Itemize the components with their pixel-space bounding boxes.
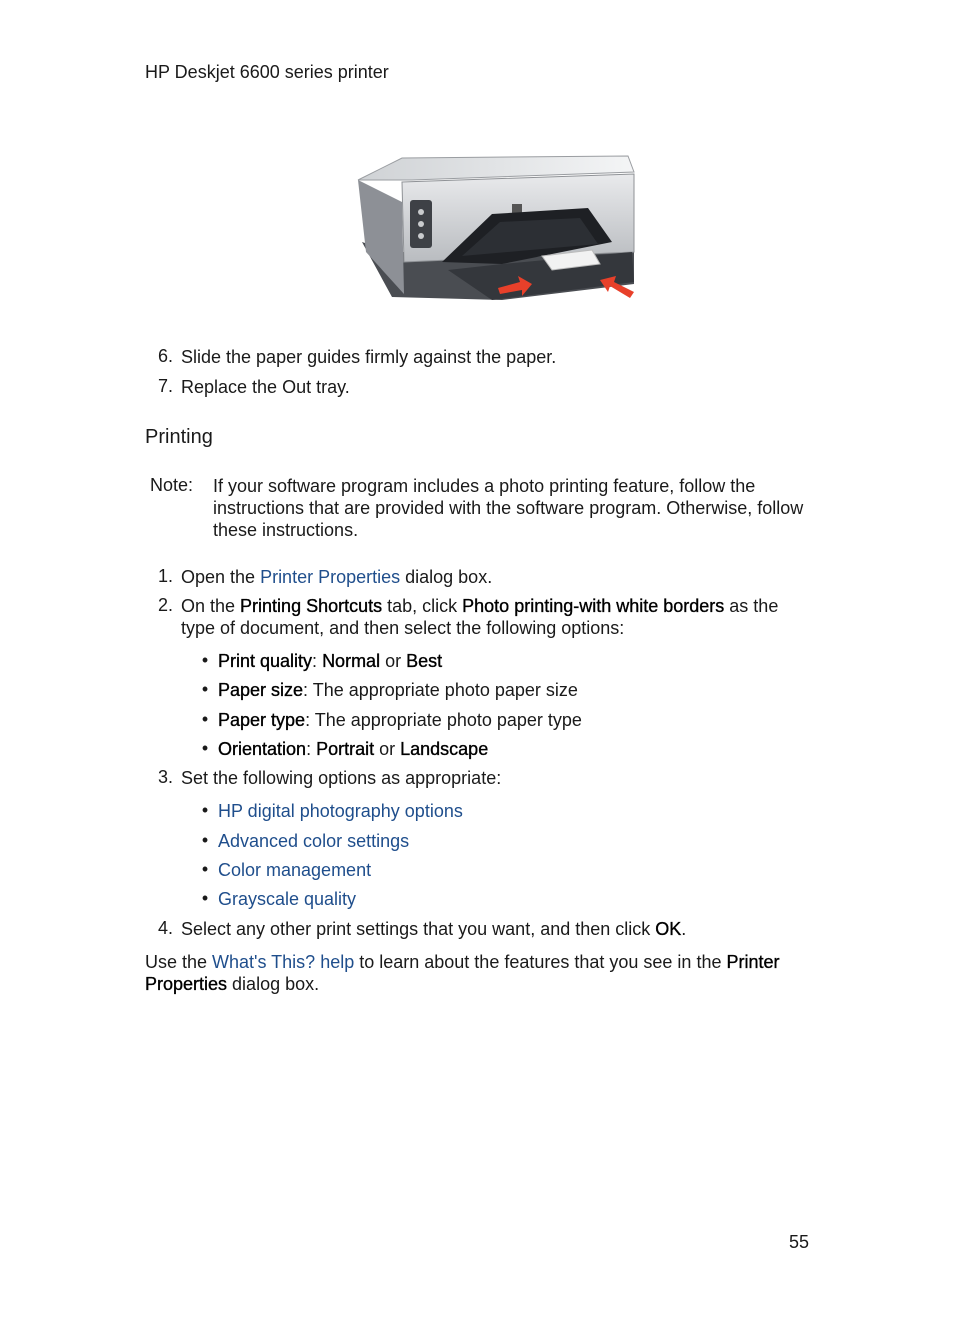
- step-text-part: Open the: [181, 567, 261, 587]
- step-text-part: .: [681, 919, 687, 939]
- bold-term: Photo printing-with white borders: [462, 596, 725, 616]
- option-label: Print quality: [218, 651, 313, 671]
- bold-term: Properties: [145, 974, 228, 994]
- note-text: If your software program includes a photo printing feature, follow the instructions that are provided with the software program. Otherwise, follow these instructions.: [213, 476, 804, 540]
- option-value: Portrait: [316, 739, 375, 759]
- step-text-part: Select any other print settings that you want, and then click: [181, 919, 656, 939]
- option-label: Orientation: [218, 739, 307, 759]
- option-value-text: : The appropriate photo paper type: [305, 710, 582, 730]
- option-or: or: [380, 651, 407, 671]
- step-text-part: dialog box.: [400, 567, 493, 587]
- option-value-text: : The appropriate photo paper size: [303, 680, 578, 700]
- bullet: •: [201, 738, 209, 758]
- advanced-color-settings-link[interactable]: Advanced color settings: [218, 831, 410, 851]
- para-text-part: Use the: [145, 952, 213, 972]
- bullet: •: [201, 709, 209, 729]
- bullet: •: [201, 888, 209, 908]
- step-text: Set the following options as appropriate:: [181, 768, 502, 788]
- step-text: [181, 595, 821, 617]
- option-print-quality: [218, 650, 442, 672]
- option-label: Paper size: [218, 680, 304, 700]
- note-label: Note:: [150, 475, 194, 495]
- option-paper-size: [218, 679, 578, 701]
- whats-this-help-link[interactable]: What's This? help: [212, 952, 355, 972]
- step-text: [181, 566, 492, 588]
- step-text: [181, 918, 686, 940]
- running-header: HP Deskjet 6600 series printer: [145, 62, 389, 82]
- bold-term: Printer: [726, 952, 780, 972]
- section-title: Printing: [145, 426, 213, 448]
- step-text-part: tab, click: [382, 596, 463, 616]
- bold-term: Printing Shortcuts: [240, 596, 383, 616]
- bullet: •: [201, 830, 209, 850]
- printer-image: [352, 152, 638, 322]
- bullet: •: [201, 679, 209, 699]
- step-text: Slide the paper guides firmly against the paper.: [181, 347, 557, 367]
- option-paper-type: [218, 709, 582, 731]
- closing-paragraph: [145, 951, 805, 973]
- option-or: or: [374, 739, 401, 759]
- hp-digital-photography-options-link[interactable]: HP digital photography options: [218, 801, 463, 821]
- page-number: 55: [788, 1232, 809, 1252]
- step-number: 2.: [157, 595, 173, 615]
- step-text: Replace the Out tray.: [181, 377, 350, 397]
- step-number: 6.: [157, 346, 173, 366]
- option-sep: :: [306, 739, 317, 759]
- step-number: 4.: [157, 918, 173, 938]
- bullet: •: [201, 859, 209, 879]
- option-label: Paper type: [218, 710, 306, 730]
- step-text-part: On the: [181, 596, 241, 616]
- step-text-continued: type of document, and then select the following options:: [181, 618, 625, 638]
- option-value: Normal: [322, 651, 381, 671]
- step-number: 1.: [157, 566, 173, 586]
- grayscale-quality-link[interactable]: Grayscale quality: [218, 889, 357, 909]
- closing-paragraph-continued: [145, 973, 319, 995]
- printer-illustration: [352, 152, 638, 322]
- option-value: Best: [406, 651, 443, 671]
- bullet: •: [201, 800, 209, 820]
- step-number: 3.: [157, 767, 173, 787]
- para-text-part: to learn about the features that you see in the: [354, 952, 727, 972]
- option-value: Landscape: [400, 739, 489, 759]
- option-orientation: [218, 738, 488, 760]
- bullet: •: [201, 650, 209, 670]
- para-text-part: dialog box.: [227, 974, 320, 994]
- color-management-link[interactable]: Color management: [218, 860, 372, 880]
- step-text-part: as the: [724, 596, 779, 616]
- step-number: 7.: [157, 376, 173, 396]
- printer-properties-link[interactable]: Printer Properties: [260, 567, 401, 587]
- bold-term: OK: [655, 919, 682, 939]
- option-sep: :: [312, 651, 323, 671]
